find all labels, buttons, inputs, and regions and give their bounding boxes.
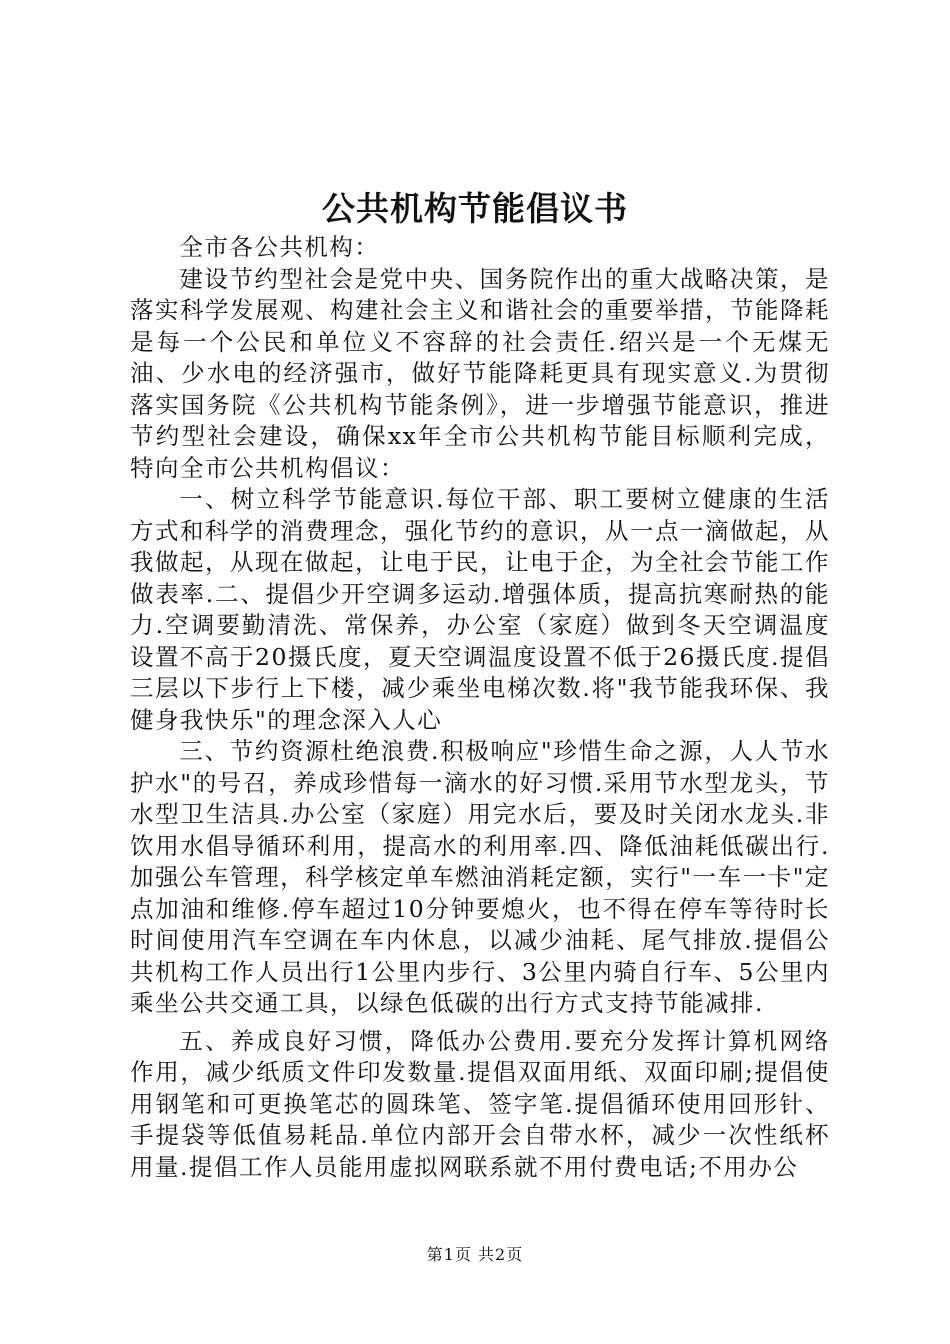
salutation-paragraph: 全市各公共机构：: [179, 233, 380, 261]
proposal-paragraph-3: 五、养成良好习惯，降低办公费用.要充分发挥计算机网络作用，减少纸质文件印发数量.提倡双面用纸、双面印刷;提倡使用钢笔和可更换笔芯的圆珠笔、签字笔.提倡循环使用回形针、手提袋等低值易耗品.单位内部开会自带水杯，减少一次性纸杯用量.提倡工作人员能用虚拟网联系就不用付费电话;不用办公: [130, 1026, 830, 1181]
document-title: 公共机构节能倡议书: [322, 189, 628, 228]
proposal-paragraph-2: 三、节约资源杜绝浪费.积极响应"珍惜生命之源，人人节水护水"的号召，养成珍惜每一滴水的好习惯.采用节水型龙头，节水型卫生洁具.办公室（家庭）用完水后，要及时关闭水龙头.非饮用水倡导循环利用，提高水的利用率.四、降低油耗低碳出行.加强公车管理，科学核定单车燃油消耗定额，实行"一车一卡"定点加油和维修.停车超过10分钟要熄火，也不得在停车等待时长时间使用汽车空调在车内休息，以减少油耗、尾气排放.提倡公共机构工作人员出行1公里内步行、3公里内骑自行车、5公里内乘坐公共交通工具，以绿色低碳的出行方式支持节能减排.: [130, 737, 830, 1017]
proposal-paragraph-1: 一、树立科学节能意识.每位干部、职工要树立健康的生活方式和科学的消费理念，强化节约的意识，从一点一滴做起，从我做起，从现在做起，让电于民，让电于企，为全社会节能工作做表率.二、提倡少开空调多运动.增强体质，提高抗寒耐热的能力.空调要勤清洗、常保养，办公室（家庭）做到冬天空调温度设置不高于20摄氏度，夏天空调温度设置不低于26摄氏度.提倡三层以下步行上下楼，减少乘坐电梯次数.将"我节能我环保、我健身我快乐"的理念深入人心: [130, 485, 830, 734]
page-footer: 第1页 共2页: [426, 1245, 524, 1264]
document-body: [130, 232, 830, 1183]
intro-paragraph: 建设节约型社会是党中央、国务院作出的重大战略决策，是落实科学发展观、构建社会主义和谐社会的重要举措，节能降耗是每一个公民和单位义不容辞的社会责任.绍兴是一个无煤无油、少水电的经济强市，做好节能降耗更具有现实意义.为贯彻落实国务院《公共机构节能条例》，进一步增强节能意识，推进节约型社会建设，确保xx年全市公共机构节能目标顺利完成，特向全市公共机构倡议：: [130, 264, 830, 482]
